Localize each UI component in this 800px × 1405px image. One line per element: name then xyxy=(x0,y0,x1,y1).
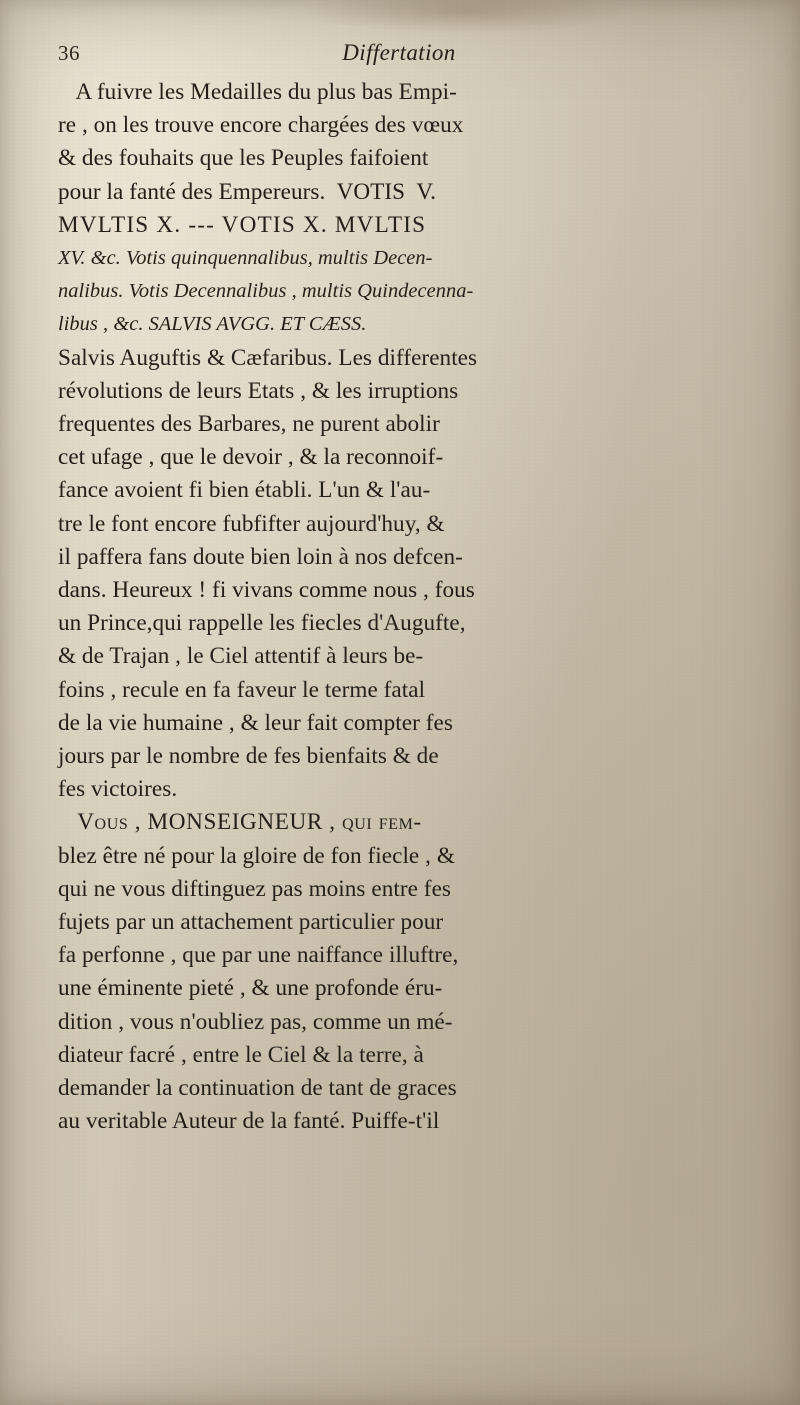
text-line: dition , vous n'oubliez pas, comme un mé- xyxy=(58,1008,453,1035)
page-header xyxy=(58,40,748,74)
text-line: foins , recule en fa faveur le terme fatal xyxy=(58,676,426,703)
text-line: cet ufage , que le devoir , & la reconnoif- xyxy=(58,444,444,471)
text-line: fes victoires. xyxy=(58,776,178,803)
text-line: XV. &c. Votis quinquennalibus, multis Decen- xyxy=(58,247,433,270)
text-line: MVLTIS X. --- VOTIS X. MVLTIS xyxy=(58,211,427,238)
text-line: & des fouhaits que les Peuples faifoient xyxy=(58,145,429,172)
folio-number: 36 xyxy=(58,41,80,65)
text-line: dans. Heureux ! fi vivans comme nous , fous xyxy=(58,577,475,604)
body-text xyxy=(58,76,748,1139)
text-line: fance avoient fi bien établi. L'un & l'au- xyxy=(58,477,431,504)
text-line: A fuivre les Medailles du plus bas Empi- xyxy=(58,79,457,105)
text-line: au veritable Auteur de la fanté. Puiffe-t'il xyxy=(58,1108,440,1135)
page-content xyxy=(58,40,748,1139)
text-line: il paffera fans doute bien loin à nos defcen- xyxy=(58,543,463,570)
text-line: frequentes des Barbares, ne purent abolir xyxy=(58,411,440,438)
text-line: pour la fanté des Empereurs. VOTIS V. xyxy=(58,178,437,205)
text-line: tre le font encore fubfifter aujourd'huy, & xyxy=(58,510,445,537)
text-line: fujets par un attachement particulier pour xyxy=(58,909,444,936)
text-line: nalibus. Votis Decennalibus , multis Quindecenna- xyxy=(58,280,474,303)
text-line: révolutions de leurs Etats , & les irruptions xyxy=(58,377,459,404)
text-line: jours par le nombre de fes bienfaits & de xyxy=(58,743,439,770)
text-line: de la vie humaine , & leur fait compter fes xyxy=(58,709,453,736)
page-smudge xyxy=(300,0,630,34)
text-line: re , on les trouve encore chargées des vœux xyxy=(58,112,464,139)
text-line: libus , &c. SALVIS AVGG. ET CÆSS. xyxy=(58,313,367,336)
text-line: fa perfonne , que par une naiffance illuftre, xyxy=(58,942,459,969)
text-line: & de Trajan , le Ciel attentif à leurs be- xyxy=(58,643,424,670)
text-line: blez être né pour la gloire de fon fiecle , & xyxy=(58,842,455,869)
text-line: diateur facré , entre le Ciel & la terre, à xyxy=(58,1041,424,1068)
text-line: qui ne vous diftinguez pas moins entre fes xyxy=(58,875,451,902)
running-head: Differtation xyxy=(342,40,456,65)
text-line: une éminente pieté , & une profonde éru- xyxy=(58,975,443,1002)
text-line: Vous , MONSEIGNEUR , qui fem- xyxy=(58,809,422,836)
text-line: un Prince,qui rappelle les fiecles d'Augufte, xyxy=(58,610,466,637)
text-line: demander la continuation de tant de graces xyxy=(58,1075,457,1102)
text-line: Salvis Auguftis & Cæfaribus. Les differentes xyxy=(58,344,478,371)
